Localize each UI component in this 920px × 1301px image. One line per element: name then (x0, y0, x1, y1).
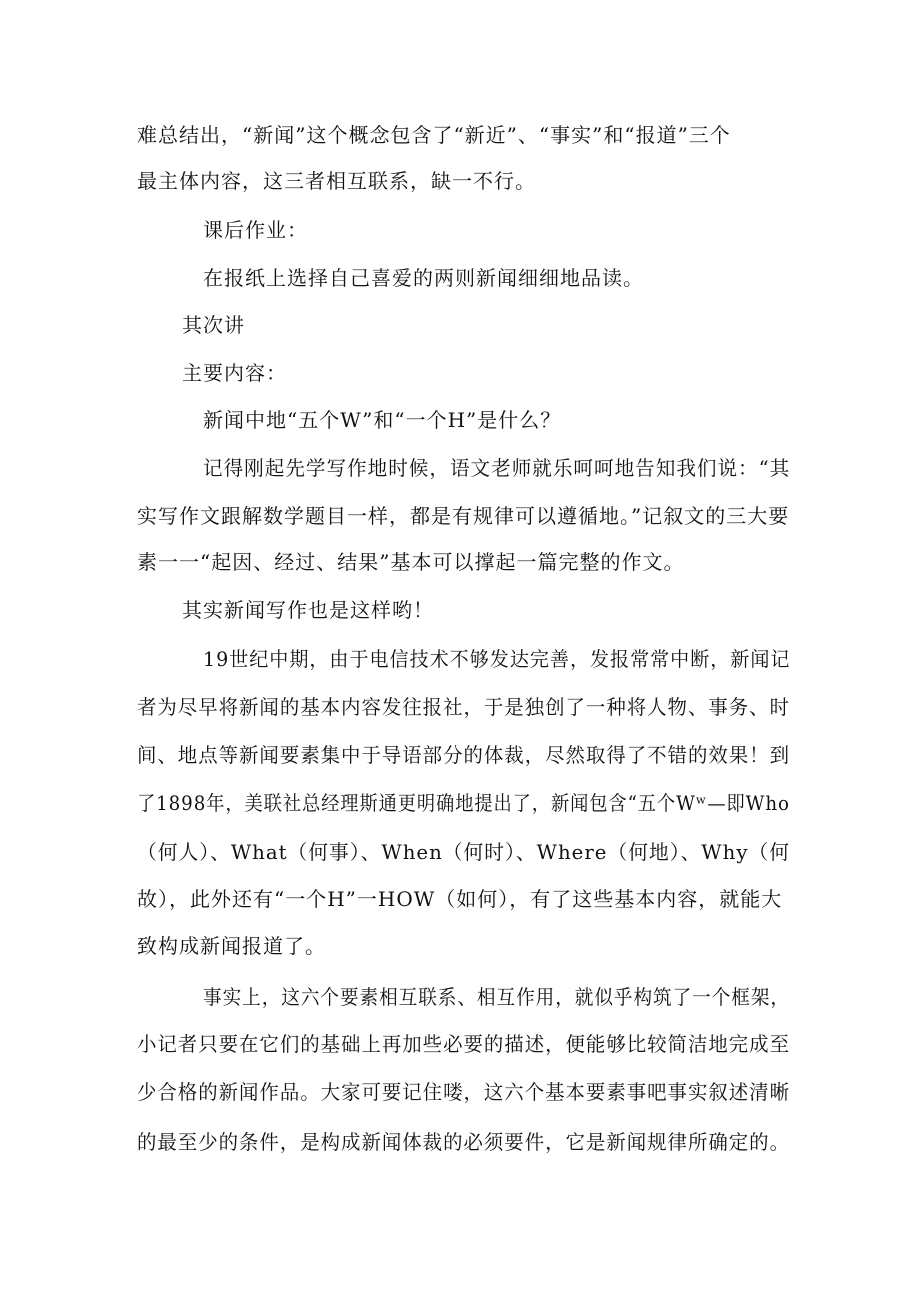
text-line: （何人）、What（何事）、When（何时）、Where（何地）、Why（何 (137, 840, 790, 864)
text-line: 难总结出，“新闻”这个概念包含了“新近”、“事实”和“报道”三个 (137, 123, 731, 147)
text-line: 间、地点等新闻要素集中于导语部分的体裁，尽然取得了不错的效果！到 (137, 743, 790, 767)
text-line: 记得刚起先学写作地时候，语文老师就乐呵呵地告知我们说：“其 (203, 456, 791, 480)
text-line: 在报纸上选择自己喜爱的两则新闻细细地品读。 (203, 266, 644, 290)
text-line: 课后作业： (203, 218, 308, 242)
text-line: 事实上，这六个要素相互联系、相互作用，就似乎构筑了一个框架， (203, 985, 790, 1009)
section-heading: 其次讲 (182, 313, 245, 337)
text-line: 主要内容： (182, 361, 287, 385)
text-line: 少合格的新闻作品。大家可要记住喽，这六个基本要素事吧事实叙述清晰 (137, 1080, 790, 1104)
text-line: 致构成新闻报道了。 (137, 934, 326, 958)
text-line: 其实新闻写作也是这样哟！ (182, 598, 434, 622)
text-line: 实写作文跟解数学题目一样，都是有规律可以遵循地。”记叙文的三大要 (137, 504, 790, 528)
text-line: 了1898年，美联社总经理斯通更明确地提出了，新闻包含“五个Wʷ—即Who (137, 791, 790, 815)
text-line: 小记者只要在它们的基础上再加些必要的描述，便能够比较简洁地完成至 (137, 1032, 790, 1056)
text-line: 最主体内容，这三者相互联系，缺一不行。 (137, 169, 536, 193)
text-line: 故），此外还有“一个H”一HOW（如何），有了这些基本内容，就能大 (137, 887, 783, 911)
text-line: 者为尽早将新闻的基本内容发往报社，于是独创了一种将人物、事务、时 (137, 695, 790, 719)
text-line: 的最至少的条件，是构成新闻体裁的必须要件，它是新闻规律所确定的。 (137, 1130, 790, 1154)
text-line: 19世纪中期，由于电信技术不够发达完善，发报常常中断，新闻记 (203, 647, 791, 671)
text-line: 新闻中地“五个W”和“一个H”是什么？ (203, 408, 562, 432)
text-line: 素一一“起因、经过、结果”基本可以撑起一篇完整的作文。 (137, 550, 685, 574)
